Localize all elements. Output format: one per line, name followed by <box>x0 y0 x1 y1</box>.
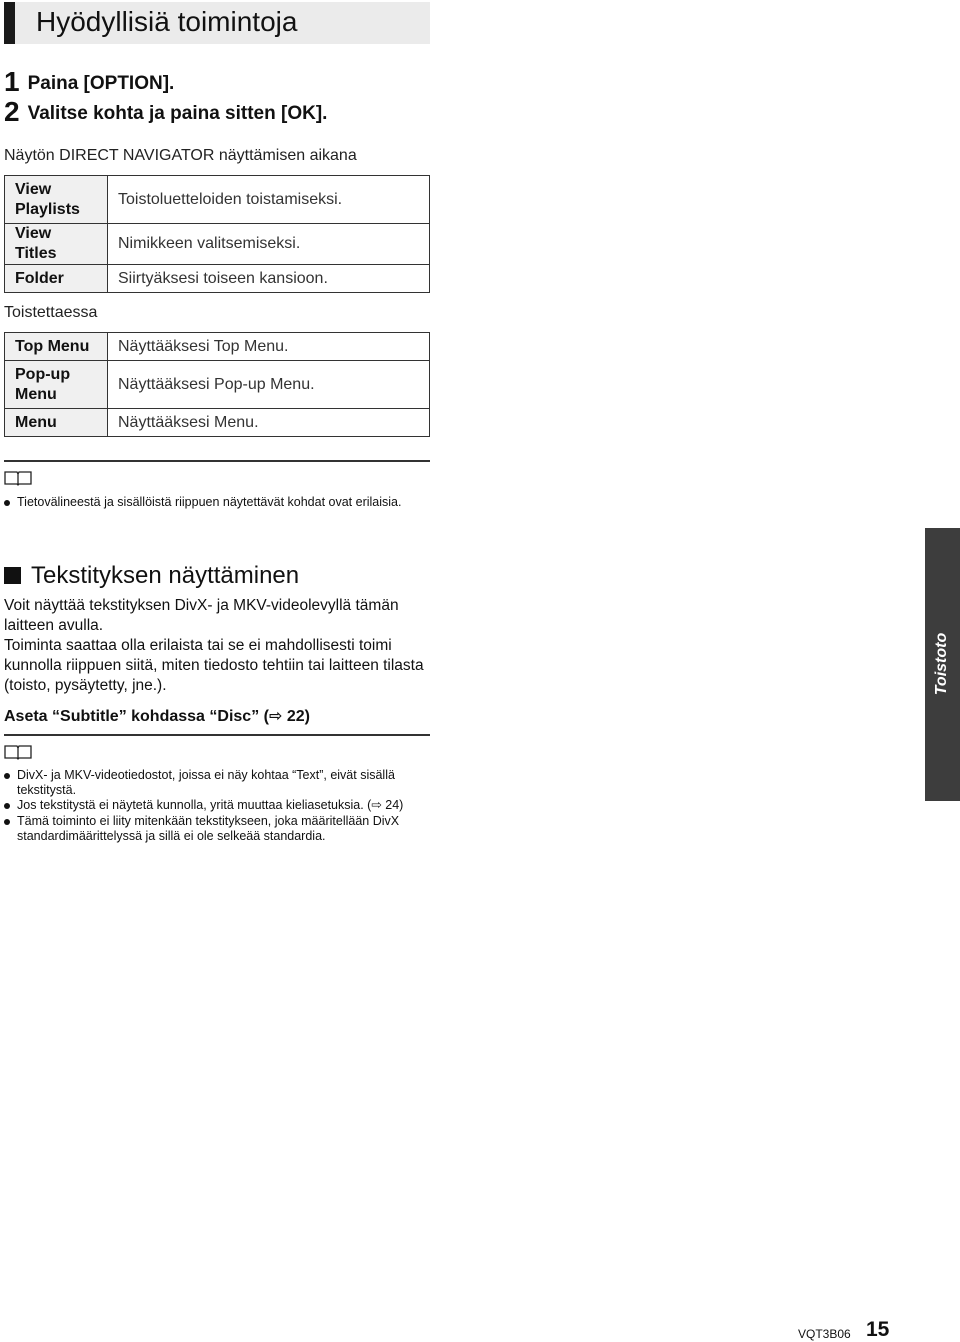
paragraph: Voit näyttää tekstityksen DivX- ja MKV-videolevyllä tämän laitteen avulla. <box>4 597 399 634</box>
table-row <box>5 409 430 437</box>
table-row <box>5 224 430 265</box>
section-caption-navigator: Näytön DIRECT NAVIGATOR näyttämisen aikana <box>4 147 357 164</box>
option-key: View Playlists <box>5 176 108 224</box>
step-text: Paina [OPTION]. <box>27 73 175 94</box>
instruction-line: Aseta “Subtitle” kohdassa “Disc” (⇨ 22) <box>4 708 310 725</box>
page-title: Hyödyllisiä toimintoja <box>36 6 298 37</box>
playback-options-table <box>4 332 430 437</box>
bullet-dot <box>4 819 10 825</box>
option-key: View Titles <box>5 224 108 265</box>
list-item: Tietovälineestä ja sisällöistä riippuen näytettävät kohdat ovat erilaisia. <box>4 495 424 510</box>
list-item: Jos tekstitystä ei näytetä kunnolla, yritä muuttaa kieliasetuksia. (⇨ 24) <box>4 798 424 813</box>
square-bullet-icon <box>4 567 21 584</box>
option-value: Toistoluetteloiden toistamiseksi. <box>108 176 430 224</box>
section-heading: Tekstityksen näyttäminen <box>4 560 299 592</box>
page-number: 15 <box>866 1318 890 1341</box>
list-item: DivX- ja MKV-videotiedostot, joissa ei näy kohtaa “Text”, eivät sisällä tekstitystä. <box>4 768 424 798</box>
option-key: Menu <box>5 409 108 437</box>
table-row <box>5 333 430 361</box>
step-1 <box>4 68 174 98</box>
book-icon <box>4 744 32 765</box>
list-item: Tämä toiminto ei liity mitenkään tekstitykseen, joka määritellään DivX standardimäärittelyssä ja sillä ei ole selkeää standardia. <box>4 814 424 844</box>
step-2 <box>4 98 327 128</box>
step-number: 1 <box>4 66 20 97</box>
bullet-dot <box>4 803 10 809</box>
table-row <box>5 265 430 293</box>
table-row <box>5 361 430 409</box>
option-value: Nimikkeen valitsemiseksi. <box>108 224 430 265</box>
header-accent-bar <box>4 2 15 44</box>
book-icon <box>4 470 32 491</box>
option-value: Näyttääksesi Pop-up Menu. <box>108 361 430 409</box>
note-divider <box>4 734 430 736</box>
option-key: Folder <box>5 265 108 293</box>
chapter-side-tab <box>925 528 960 801</box>
navigator-options-table <box>4 175 430 293</box>
bullet-dot <box>4 773 10 779</box>
option-value: Näyttääksesi Top Menu. <box>108 333 430 361</box>
bullet-dot <box>4 500 10 506</box>
document-code: VQT3B06 <box>798 1327 851 1341</box>
paragraph: Toiminta saattaa olla erilaista tai se ei mahdollisesti toimi kunnolla riippuen siitä, miten tiedosto tehtiin tai laitteen tilasta (toisto, pysäytetty, jne.). <box>4 637 424 694</box>
option-key: Top Menu <box>5 333 108 361</box>
side-tab-label: Toistoto <box>933 632 950 696</box>
section-caption-playback: Toistettaessa <box>4 304 98 321</box>
option-key: Pop-up Menu <box>5 361 108 409</box>
table-row <box>5 176 430 224</box>
step-text: Valitse kohta ja paina sitten [OK]. <box>27 103 328 124</box>
option-value: Siirtyäksesi toiseen kansioon. <box>108 265 430 293</box>
option-value: Näyttääksesi Menu. <box>108 409 430 437</box>
step-number: 2 <box>4 96 20 127</box>
note-divider <box>4 460 430 462</box>
